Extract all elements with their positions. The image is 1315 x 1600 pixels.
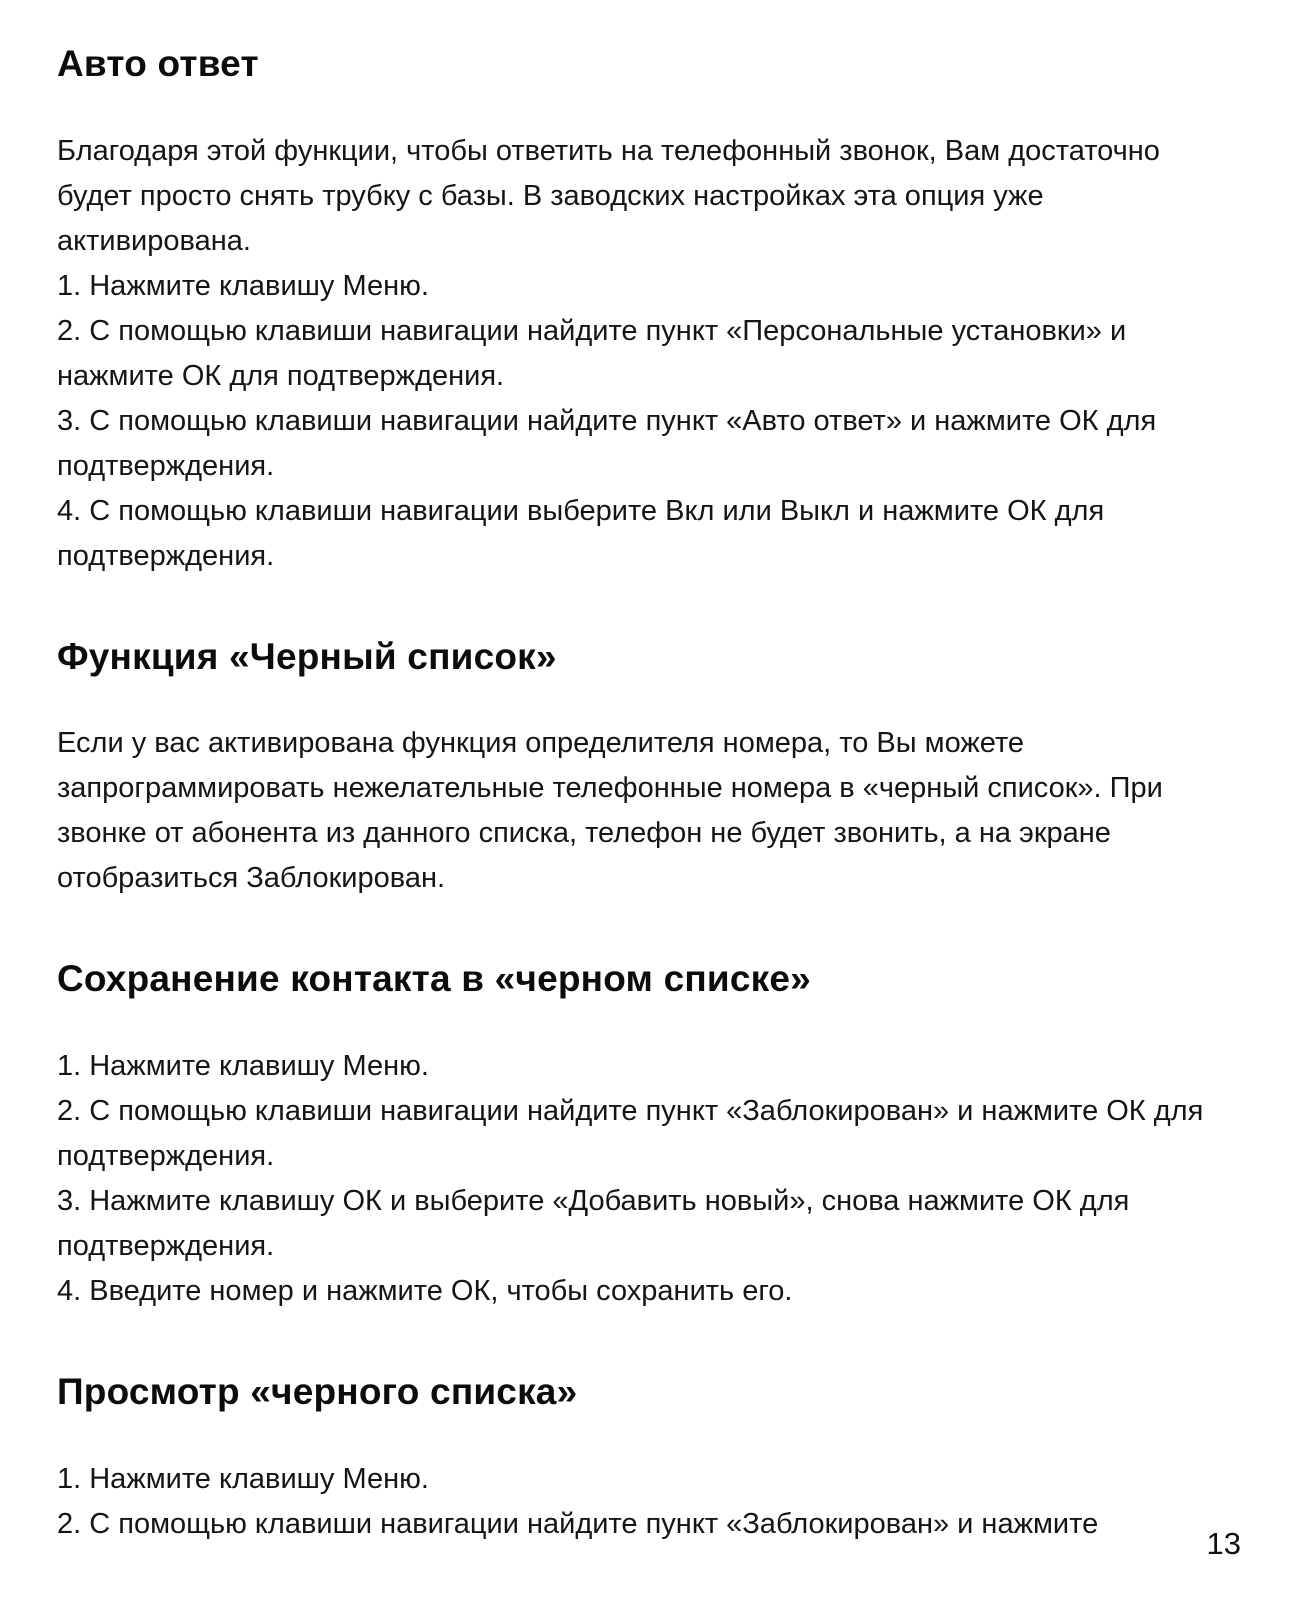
page-number: 13 (1206, 1526, 1241, 1561)
section-auto-answer (57, 44, 1227, 579)
paragraph-intro: Если у вас активирована функция определителя номера, то Вы можете запрограммировать нежелательные телефонные номера в «черный список». При звонке от абонента из данного списка, телефон не будет звонить, а на экране отобразиться Заблокирован. (57, 727, 1163, 895)
step-item: 2. С помощью клавиши навигации найдите пункт «Заблокирован» и нажмите (57, 1507, 1099, 1540)
section-heading-auto-answer: Авто ответ (57, 43, 259, 84)
step-item: 4. Введите номер и нажмите ОК, чтобы сохранить его. (57, 1275, 793, 1308)
section-heading-save-blacklist-contact: Сохранение контакта в «черном списке» (57, 958, 811, 1000)
paragraph-intro: Благодаря этой функции, чтобы ответить на телефонный звонок, Вам достаточно будет просто снять трубку с базы. В заводских настройках эта опция уже активирована. (57, 134, 1160, 257)
section-view-blacklist (57, 1372, 1227, 1547)
step-item: 1. Нажмите клавишу Меню. (57, 1462, 429, 1495)
section-blacklist-function (57, 637, 1227, 902)
step-item: 3. С помощью клавиши навигации найдите пункт «Авто ответ» и нажмите ОК для подтверждения. (57, 404, 1157, 482)
step-item: 1. Нажмите клавишу Меню. (57, 1050, 429, 1083)
section-heading-view-blacklist: Просмотр «черного списка» (57, 1371, 578, 1413)
step-item: 2. С помощью клавиши навигации найдите пункт «Заблокирован» и нажмите ОК для подтверждения. (57, 1095, 1204, 1173)
step-item: 3. Нажмите клавишу ОК и выберите «Добавить новый», снова нажмите ОК для подтверждения. (57, 1185, 1130, 1263)
step-item: 2. С помощью клавиши навигации найдите пункт «Персональные установки» и нажмите ОК для подтверждения. (57, 314, 1127, 392)
step-item: 4. С помощью клавиши навигации выберите Вкл или Выкл и нажмите ОК для подтверждения. (57, 494, 1105, 572)
section-save-blacklist-contact (57, 959, 1227, 1314)
step-item: 1. Нажмите клавишу Меню. (57, 269, 429, 302)
section-heading-blacklist-function: Функция «Черный список» (57, 635, 557, 677)
